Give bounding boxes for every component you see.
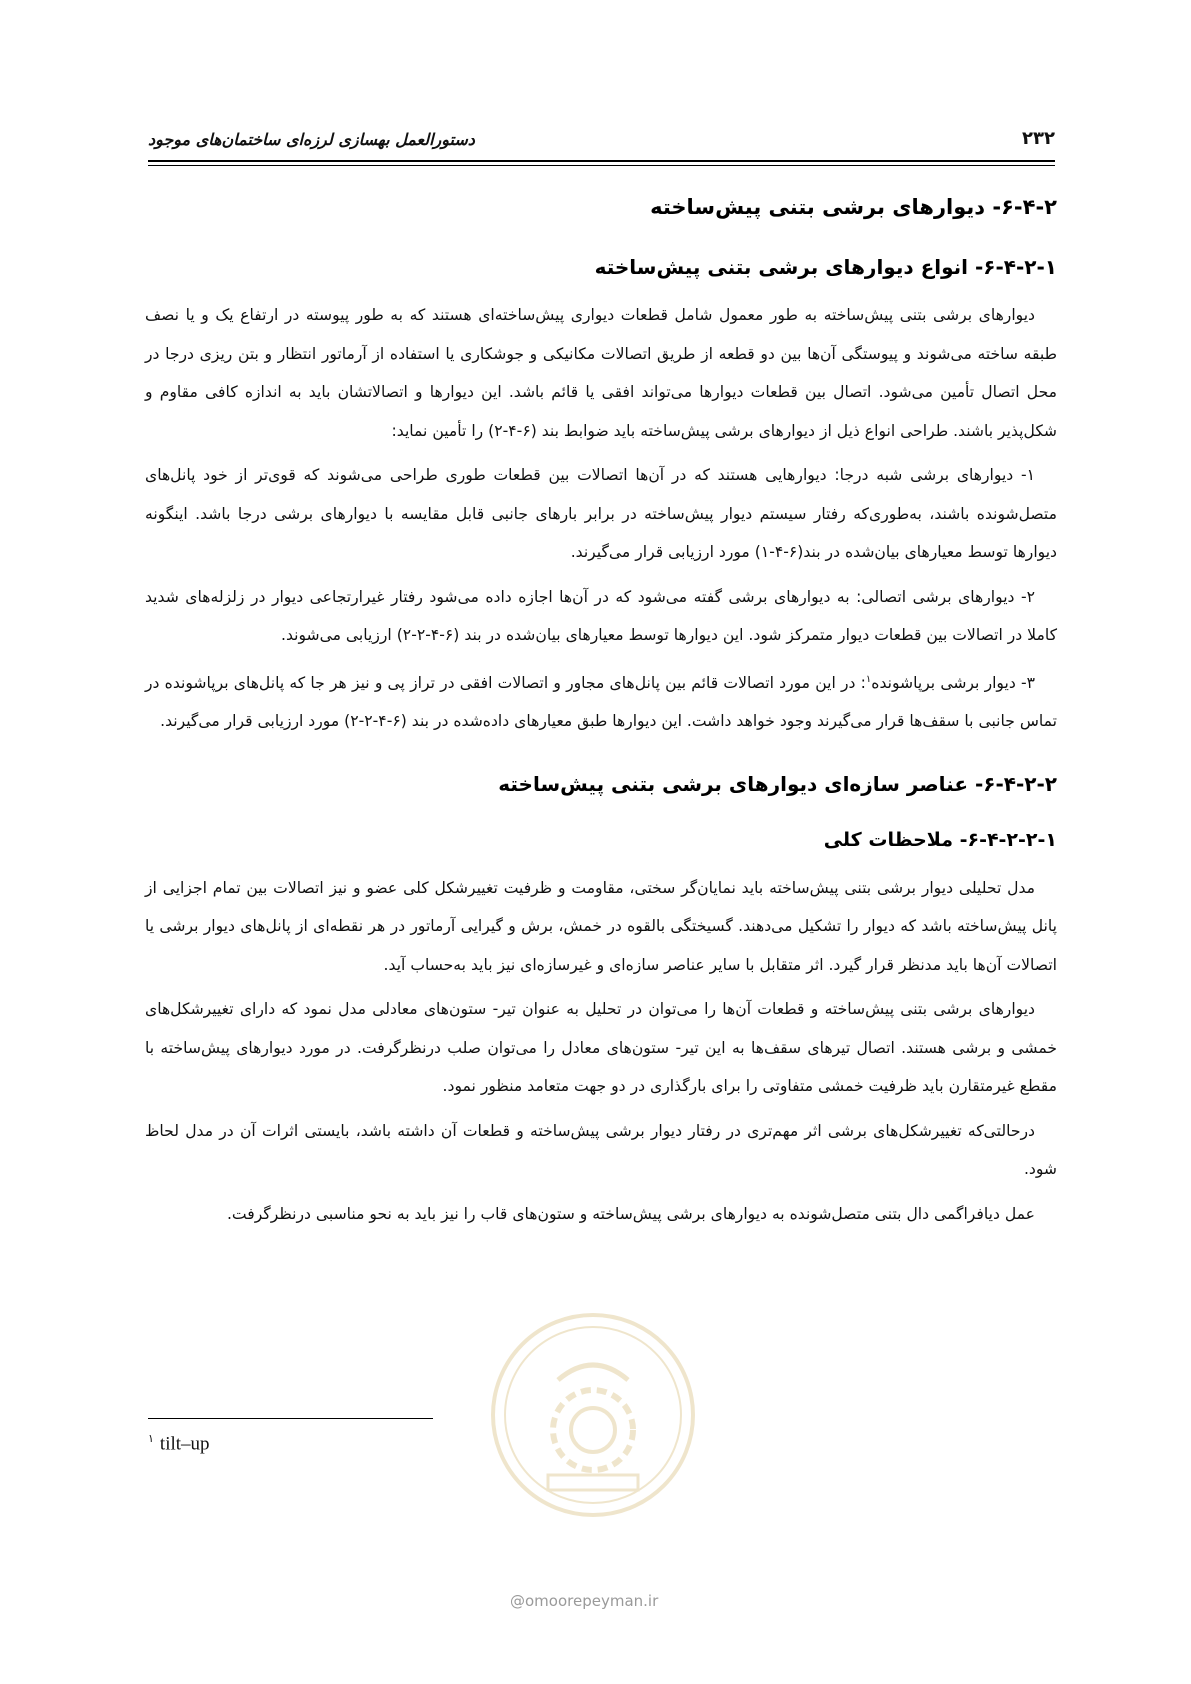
footnote-text: tilt–up xyxy=(159,1433,210,1455)
page-number: ۲۳۲ xyxy=(1022,128,1055,149)
subsection-heading: ۶-۴-۲-۲- عناصر سازه‌ای دیوارهای برشی بتنی پیش‌ساخته xyxy=(498,771,1057,796)
subsubsection-heading: ۶-۴-۲-۲-۱- ملاحظات کلی xyxy=(823,828,1057,851)
paragraph: عمل دیافراگمی دال بتنی متصل‌شونده به دیوارهای برشی پیش‌ساخته و ستون‌های قاب را نیز باید به نحو مناسبی درنظرگرفت. xyxy=(226,1204,1035,1223)
running-header xyxy=(148,126,1055,156)
header-title: دستورالعمل بهسازی لرزه‌ای ساختمان‌های موجود xyxy=(148,130,475,149)
paragraph: دیوارهای برشی بتنی پیش‌ساخته به طور معمول شامل قطعات دیواری پیش‌ساخته‌ای هستند که به طور پیوسته در ارتفاع یک و یا نصف طبقه ساخته می‌شوند و پیوستگی آن‌ها بین دو قطعه از طریق اتصالات مکانیکی و جوشکاری یا استفاده از آرماتور انتظار و بتن ریزی درجا در محل اتصال تأمین می‌شود. اتصال بین قطعات دیوارها می‌تواند افقی یا قائم باشد. این دیوارها و اتصالاتشان باید به اندازه کافی مقاوم و شکل‌پذیر باشند. طراحی انواع ذیل از دیوارهای برشی پیش‌ساخته باید ضوابط بند (۶-۴-۲) را تأمین نماید: xyxy=(145,306,1057,440)
paragraph: ۱- دیوارهای برشی شبه درجا: دیوارهایی هستند که در آن‌ها اتصالات بین قطعات طوری طراحی می‌شوند که قوی‌تر از خود پانل‌های متصل‌شونده باشند، به‌طوری‌که رفتار سیستم دیوار پیش‌ساخته در برابر بارهای جانبی قابل مقایسه با دیوارهای برشی درجا باشد. اینگونه دیوارها توسط معیارهای بیان‌شده در بند(۶-۴-۱) مورد ارزیابی قرار می‌گیرند. xyxy=(145,466,1057,561)
paragraph: ۲- دیوارهای برشی اتصالی: به دیوارهای برشی گفته می‌شود که در آن‌ها اجازه داده می‌شود رفتار غیرارتجاعی دیوار در زلزله‌های شدید کاملا در اتصالات بین قطعات دیوار متمرکز شود. این دیوارها توسط معیارهای بیان‌شده در بند (۶-۴-۲-۲) ارزیابی می‌شوند. xyxy=(145,587,1057,644)
paragraph: درحالتی‌که تغییرشکل‌های برشی اثر مهم‌تری در رفتار دیوار برشی پیش‌ساخته و قطعات آن داشته باشد، بایستی اثرات آن در مدل لحاظ شود. xyxy=(145,1121,1057,1179)
footnote-mark: ۱ xyxy=(148,1433,154,1445)
paragraph-text: ۳- دیوار برشی برپاشونده xyxy=(871,673,1035,692)
section-heading: ۶-۴-۲- دیوارهای برشی بتنی پیش‌ساخته xyxy=(650,195,1057,219)
paragraph xyxy=(145,661,1057,741)
at-icon: @ xyxy=(510,1592,525,1610)
site-url: omoorepeyman.ir xyxy=(525,1592,659,1610)
main-content xyxy=(145,182,1057,1239)
paragraph: مدل تحلیلی دیوار برشی بتنی پیش‌ساخته باید نمایان‌گر سختی، مقاومت و ظرفیت تغییرشکل کلی عضو و نیز اتصالات بین تمام اجزایی از پانل پیش‌ساخته باشد که دیوار را تشکیل می‌دهند. گسیختگی بالقوه در خمش، برش و گیرایی آرماتور در هر نقطه‌ای از پانل‌های دیوار برشی یا اتصالات آن‌ها باید مدنظر قرار گیرد. اثر متقابل با سایر عناصر سازه‌ای و غیرسازه‌ای نیز باید به‌حساب آید. xyxy=(145,878,1057,974)
seal-watermark xyxy=(488,1310,698,1520)
footnote-reference[interactable]: ۱ xyxy=(865,673,872,685)
footnote xyxy=(148,1432,210,1455)
header-rule-thin xyxy=(148,165,1055,166)
header-rule xyxy=(148,160,1055,162)
paragraph-text: : در این مورد اتصالات قائم بین پانل‌های مجاور و اتصالات افقی در تراز پی و نیز هر جا که پانل‌های برپاشونده در تماس جانبی با سقف‌ها قرار می‌گیرند وجود خواهد داشت. این دیوارها طبق معیارهای داده‌شده در بند (۶-۴-۲-۲) مورد ارزیابی قرار می‌گیرند. xyxy=(145,673,1057,731)
watermark-site xyxy=(510,1592,658,1610)
paragraph: دیوارهای برشی بتنی پیش‌ساخته و قطعات آن‌ها را می‌توان در تحلیل به عنوان تیر- ستون‌های معادلی مدل نمود که دارای تغییرشکل‌های خمشی و برشی هستند. اتصال تیرهای سقف‌ها به این تیر- ستون‌های معادل را می‌توان صلب درنظرگرفت. در مورد دیوارهای پیش‌ساخته با مقطع غیرمتقارن باید ظرفیت خمشی متفاوتی را برای بارگذاری در دو جهت متعامد منظور نمود. xyxy=(145,1000,1057,1096)
footnote-rule xyxy=(148,1418,433,1419)
subsection-heading: ۶-۴-۲-۱- انواع دیوارهای برشی بتنی پیش‌ساخته xyxy=(594,255,1057,279)
